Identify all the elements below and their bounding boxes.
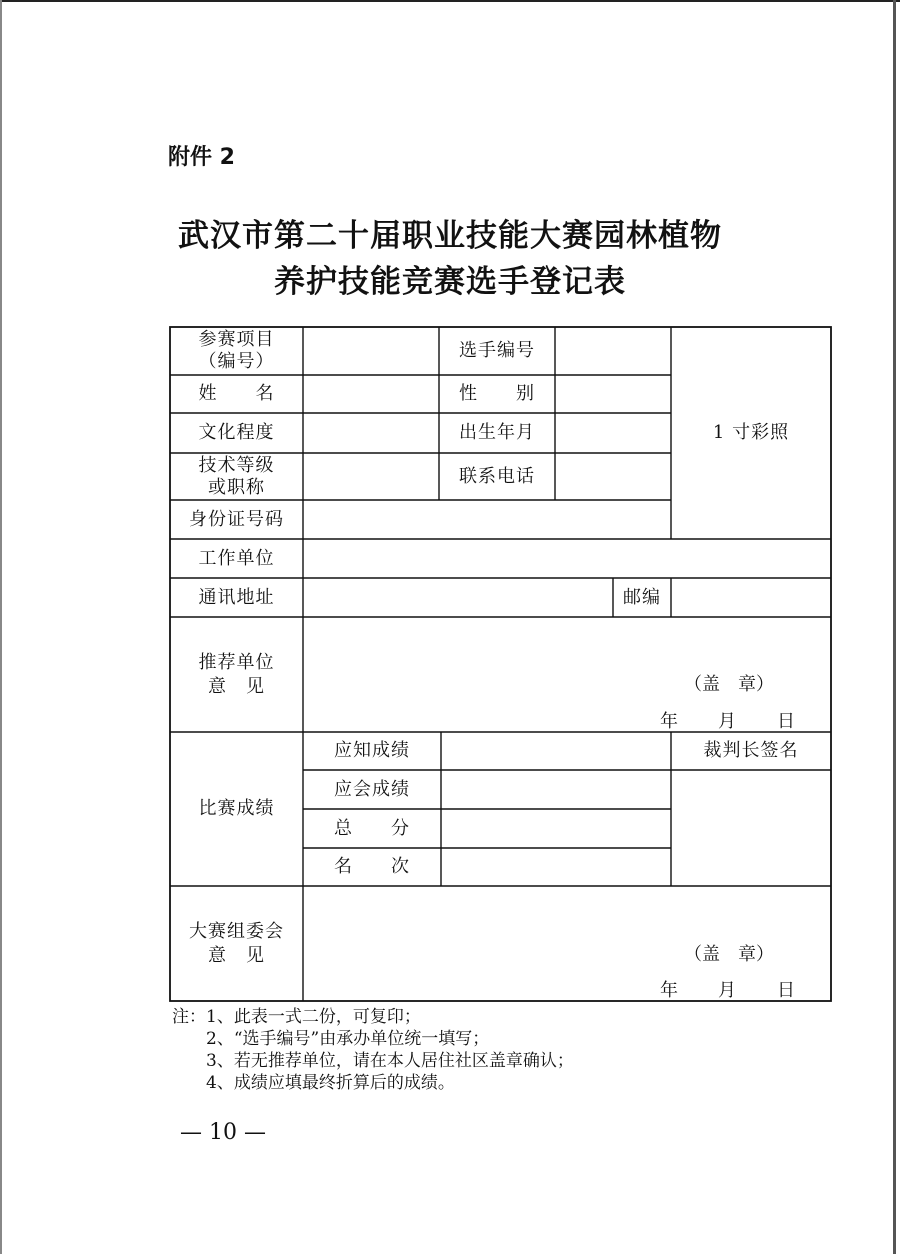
work-unit-input[interactable]	[304, 540, 830, 577]
total-score-input[interactable]	[442, 810, 670, 847]
recommend-label-line2: 意 见	[208, 675, 265, 697]
committee-seal: （盖 章）	[684, 944, 774, 965]
attachment-label: 附件 2	[168, 145, 235, 170]
gender-label: 性 别	[459, 383, 535, 404]
name-input[interactable]	[304, 376, 438, 412]
zip-label: 邮编	[623, 586, 661, 608]
project-label-line1: 参赛项目	[198, 329, 275, 350]
phone-label: 联系电话	[459, 465, 535, 487]
education-label: 文化程度	[198, 422, 275, 443]
committee-label-line2: 意 见	[208, 944, 265, 966]
committee-label	[171, 887, 302, 1000]
tech-level-input[interactable]	[304, 454, 438, 499]
committee-label-line1: 大赛组委会	[189, 920, 284, 942]
tech-label-line1: 技术等级	[198, 454, 275, 476]
player-no-input[interactable]	[556, 328, 670, 374]
recommend-seal: （盖 章）	[684, 674, 774, 695]
rank-label: 名 次	[334, 856, 410, 877]
zip-input[interactable]	[672, 579, 830, 616]
project-label-line2: （编号）	[198, 351, 275, 372]
skill-score-label: 应会成绩	[334, 778, 410, 800]
birth-input[interactable]	[556, 414, 670, 452]
address-label: 通讯地址	[198, 586, 275, 608]
id-number-input[interactable]	[304, 501, 670, 538]
project-input[interactable]	[304, 328, 438, 374]
knowledge-score-label: 应知成绩	[334, 740, 410, 761]
id-number-label: 身份证号码	[189, 508, 284, 530]
rank-input[interactable]	[442, 849, 670, 885]
education-input[interactable]	[304, 414, 438, 452]
skill-score-input[interactable]	[442, 771, 670, 808]
player-no-label: 选手编号	[459, 340, 535, 361]
note-2: 2、“选手编号”由承办单位统一填写；	[172, 1029, 490, 1049]
recommend-date-day: 日	[777, 711, 795, 732]
committee-date-day: 日	[777, 980, 795, 1001]
recommend-label	[171, 618, 302, 731]
phone-input[interactable]	[556, 454, 670, 499]
total-score-label: 总 分	[334, 817, 410, 839]
title-line-1: 武汉市第二十届职业技能大赛园林植物	[178, 218, 722, 254]
judge-sign-label: 裁判长签名	[703, 740, 799, 761]
recommend-date-month: 月	[718, 711, 736, 732]
recommend-date-year: 年	[660, 711, 678, 732]
project-label	[171, 328, 302, 374]
gender-input[interactable]	[556, 376, 670, 412]
notes	[172, 1006, 574, 1094]
score-label: 比赛成绩	[198, 798, 275, 819]
recommend-label-line1: 推荐单位	[198, 651, 275, 673]
work-unit-label: 工作单位	[198, 547, 275, 569]
photo-area[interactable]: 1 寸彩照	[712, 422, 790, 443]
birth-label: 出生年月	[459, 422, 535, 443]
name-label: 姓 名	[198, 383, 275, 404]
note-1: 注：1、此表一式二份，可复印；	[172, 1007, 421, 1027]
tech-label-line2: 或职称	[208, 476, 265, 498]
committee-date-year: 年	[660, 980, 678, 1001]
note-3: 3、若无推荐单位，请在本人居住社区盖章确认；	[172, 1051, 574, 1071]
judge-sign-area[interactable]	[672, 771, 830, 885]
address-input[interactable]	[304, 579, 612, 616]
page-number: — 10 —	[180, 1120, 266, 1145]
tech-level-label	[171, 454, 302, 499]
title-line-2: 养护技能竞赛选手登记表	[274, 264, 626, 300]
note-4: 4、成绩应填最终折算后的成绩。	[172, 1073, 455, 1093]
committee-date-month: 月	[718, 980, 736, 1001]
knowledge-score-input[interactable]	[442, 733, 670, 769]
